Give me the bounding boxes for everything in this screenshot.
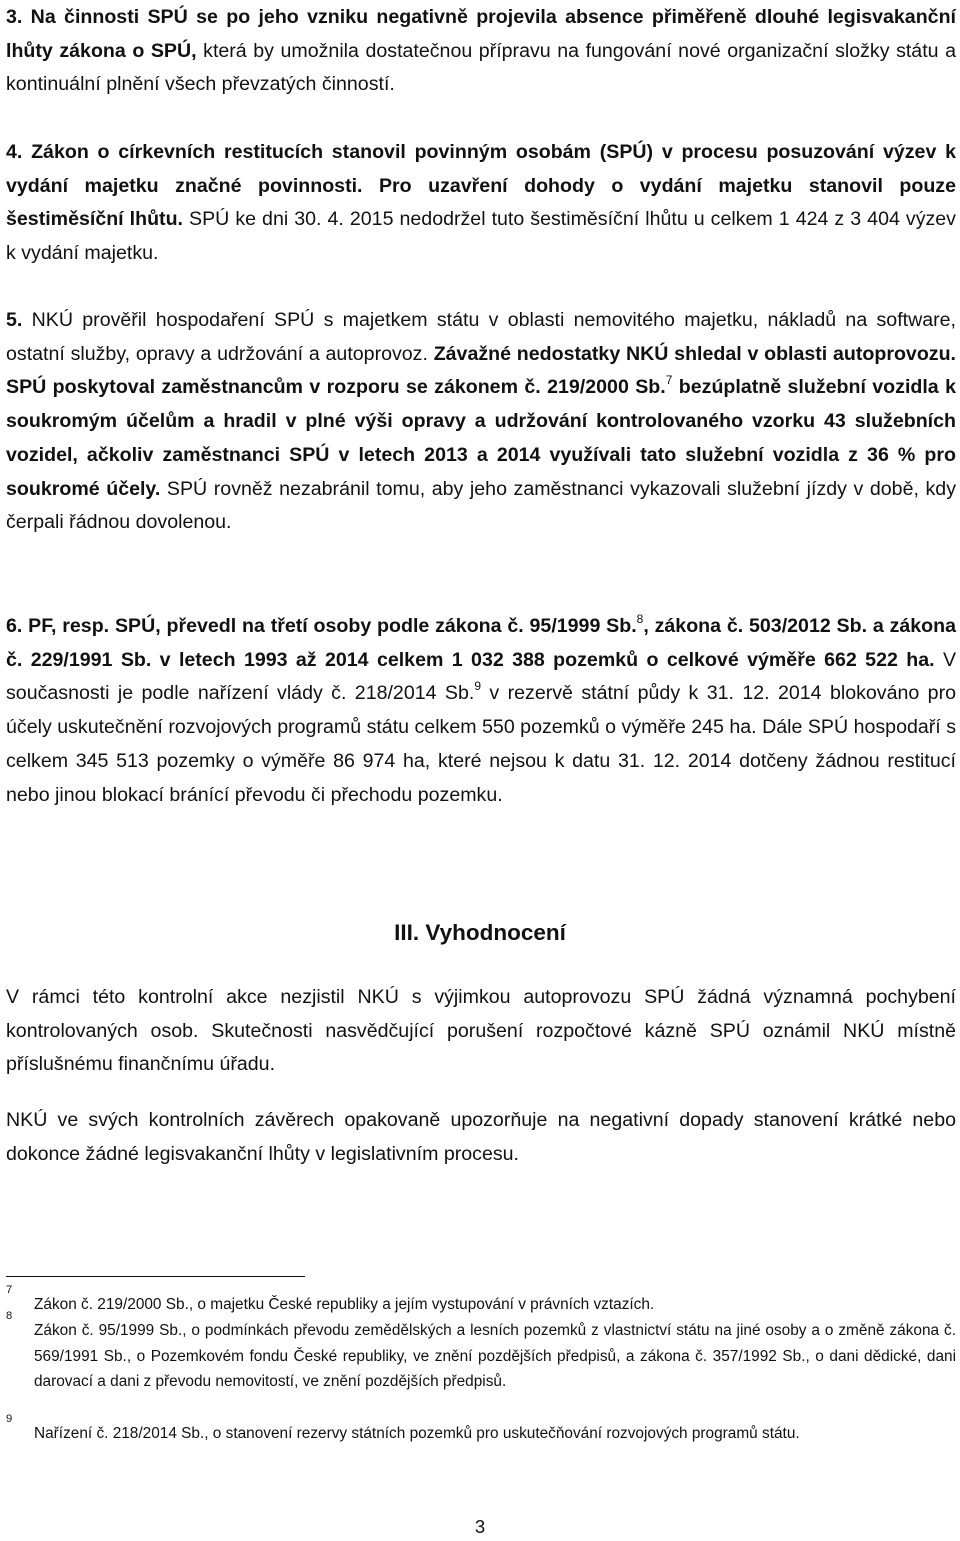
paragraph-5-text-2: SPÚ rovněž nezabránil tomu, aby jeho zaměstnanci vykazovali služební jízdy v době, kdy čerpali řádnou dovolenou.	[6, 477, 956, 534]
paragraph-6-bold-1: 6. PF, resp. SPÚ, převedl na třetí osoby podle zákona č. 95/1999 Sb.	[6, 615, 637, 637]
footnote-7	[6, 1284, 956, 1318]
paragraph-4	[6, 136, 956, 271]
page-number: 3	[474, 1516, 486, 1537]
footnote-text: Zákon č. 219/2000 Sb., o majetku České republiky a jejím vystupování v právních vztazích.	[34, 1296, 655, 1313]
footnote-text: Zákon č. 95/1999 Sb., o podmínkách převodu zemědělských a lesních pozemků z vlastnictví státu na jiné osoby a o změně zákona č. 569/1991 Sb., o Pozemkovém fondu České republiky, ve znění pozdějších předpisů, a zákona č. 357/1992 Sb., o dani dědické, dani darovací a dani z převodu nemovitostí, ve znění pozdějších předpisů.	[34, 1322, 956, 1390]
paragraph-4-text: SPÚ ke dni 30. 4. 2015 nedodržel tuto šestiměsíční lhůtu u celkem 1 424 z 3 404 výzev k vydání majetku.	[6, 208, 956, 265]
paragraph-5-bold-2: bezúplatně služební vozidla k soukromým účelům a hradil v plné výši opravy a udržování kontrolovaného vzorku 43 služebních vozidel, ačkoliv zaměstnanci SPÚ v letech 2013 a 2014 využívali tato služební vozidla z 36 % pro soukromé účely.	[6, 376, 956, 500]
footnote-9	[6, 1413, 956, 1447]
paragraph-6-text-1: V současnosti je podle nařízení vlády č. 218/2014 Sb.	[6, 648, 957, 705]
paragraph-4-bold: 4. Zákon o církevních restitucích stanovil povinným osobám (SPÚ) v procesu posuzování výzev k vydání majetku značné povinnosti. Pro uzavření dohody o vydání majetku stanovil pouze šestiměsíční lhůtu.	[6, 141, 956, 231]
footnote-ref-7[interactable]: 7	[665, 373, 673, 388]
footnote-number: 7	[6, 1284, 13, 1296]
paragraph-5-bold-1: Závažné nedostatky NKÚ shledal v oblasti autoprovozu. SPÚ poskytoval zaměstnancům v rozporu se zákonem č. 219/2000 Sb.	[6, 342, 956, 399]
footnote-text: Nařízení č. 218/2014 Sb., o stanovení rezervy státních pozemků pro uskutečňování rozvojových programů státu.	[34, 1425, 800, 1442]
footnote-8	[6, 1310, 956, 1395]
paragraph-5-number: 5.	[6, 309, 23, 331]
footnote-separator	[6, 1276, 305, 1277]
evaluation-paragraph-1: V rámci této kontrolní akce nezjistil NKÚ s výjimkou autoprovozu SPÚ žádná významná pochybení kontrolovaných osob. Skutečnosti nasvědčující porušení rozpočtové kázně SPÚ oznámil NKÚ místně příslušnému finančnímu úřadu.	[6, 986, 956, 1076]
paragraph-6	[6, 610, 956, 812]
paragraph-3	[6, 1, 956, 102]
footnote-number: 8	[6, 1310, 13, 1322]
paragraph-6-bold-2: , zákona č. 503/2012 Sb. a zákona č. 229/1991 Sb. v letech 1993 až 2014 celkem 1 032 388 pozemků o celkové výměře 662 522 ha.	[6, 615, 956, 671]
section-heading: III. Vyhodnocení	[394, 920, 566, 945]
evaluation-paragraph-2: NKÚ ve svých kontrolních závěrech opakovaně upozorňuje na negativní dopady stanovení krátké nebo dokonce žádné legisvakanční lhůty v legislativním procesu.	[6, 1109, 956, 1165]
paragraph-6-text-2: v rezervě státní půdy k 31. 12. 2014 blokováno pro účely uskutečnění rozvojových programů státu celkem 550 pozemků o výměře 245 ha. Dále SPÚ hospodaří s celkem 345 513 pozemky o výměře 86 974 ha, které nejsou k datu 31. 12. 2014 dotčeny žádnou restitucí nebo jinou blokací bránící převodu či přechodu pozemku.	[6, 682, 956, 806]
footnote-number: 9	[6, 1413, 13, 1425]
paragraph-3-text: která by umožnila dostatečnou přípravu na fungování nové organizační složky státu a kontinuální plnění všech převzatých činností.	[6, 39, 956, 96]
paragraph-3-bold: 3. Na činnosti SPÚ se po jeho vzniku negativně projevila absence přiměřeně dlouhé legisvakanční lhůty zákona o SPÚ,	[6, 6, 956, 62]
footnote-ref-8[interactable]: 8	[636, 612, 644, 626]
paragraph-5-text-1: NKÚ prověřil hospodaření SPÚ s majetkem státu v oblasti nemovitého majetku, nákladů na software, ostatní služby, opravy a udržování a autoprovoz.	[6, 309, 956, 365]
footnote-ref-9[interactable]: 9	[474, 679, 482, 694]
paragraph-5	[6, 304, 956, 540]
